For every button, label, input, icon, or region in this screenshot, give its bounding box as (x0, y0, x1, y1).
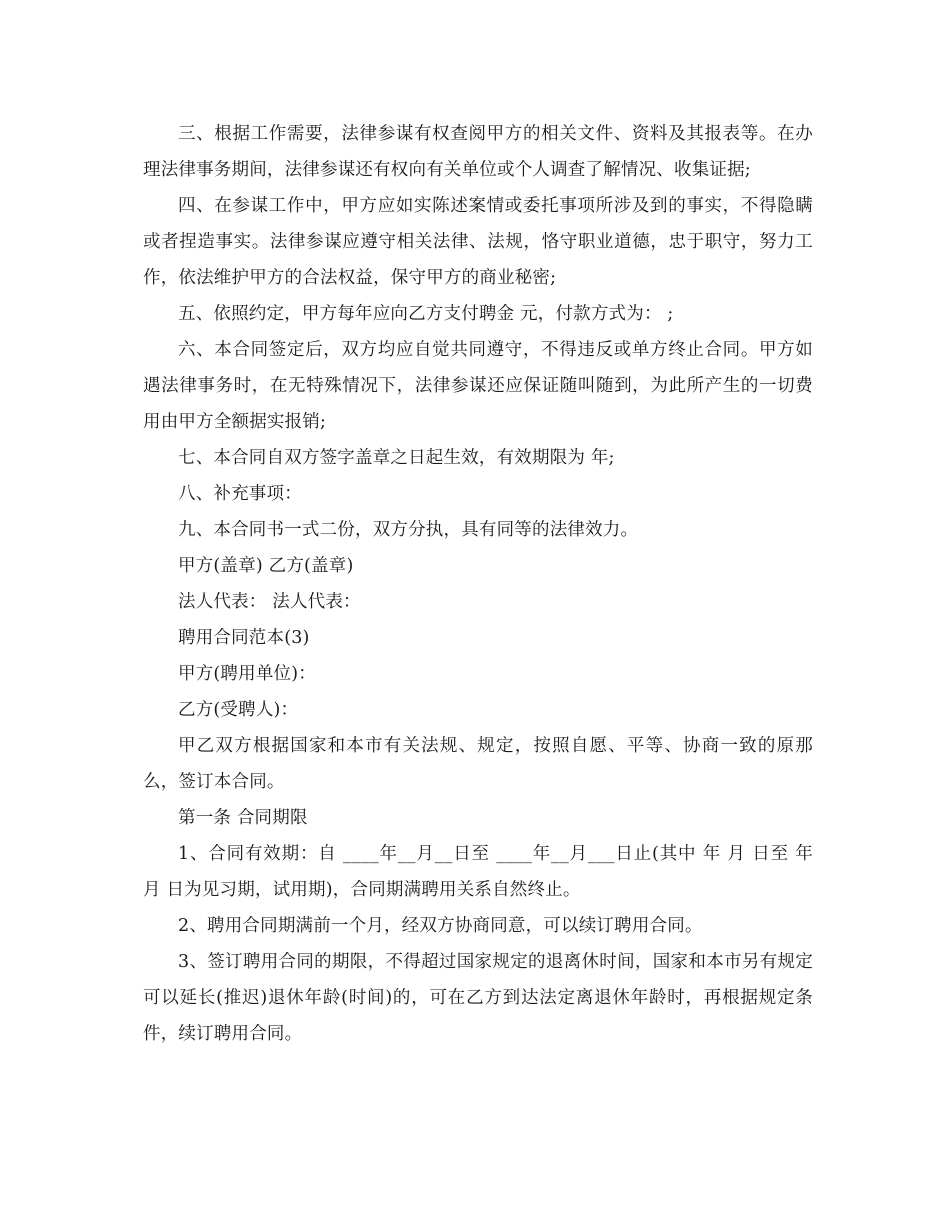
article-1-heading: 第一条 合同期限 (178, 808, 308, 828)
legal-representative-line: 法人代表： 法人代表： (178, 592, 361, 612)
paragraph-clause-6: 六、本合同签定后，双方均应自觉共同遵守，不得违反或单方终止合同。甲方如遇法律事务时，在无特殊情况下，法律参谋还应保证随叫随到，为此所产生的一切费用由甲方全额据实报销; (143, 340, 813, 432)
signature-seal-line: 甲方(盖章) 乙方(盖章) (178, 556, 354, 576)
paragraph-clause-7: 七、本合同自双方签字盖章之日起生效，有效期限为 年; (178, 448, 615, 468)
party-b-line: 乙方(受聘人)： (178, 700, 299, 720)
paragraph-clause-4: 四、在参谋工作中，甲方应如实陈述案情或委托事项所涉及到的事实，不得隐瞒或者捏造事实。法律参谋应遵守相关法律、法规，恪守职业道德，忠于职守，努力工作，依法维护甲方的合法权益，保守甲方的商业秘密; (143, 196, 813, 288)
paragraph-term-3: 3、签订聘用合同的期限，不得超过国家规定的退离休时间，国家和本市另有规定可以延长(推迟)退休年龄(时间)的，可在乙方到达法定离退休年龄时，再根据规定条件，续订聘用合同。 (143, 952, 813, 1044)
paragraph-clause-9: 九、本合同书一式二份，双方分执，具有同等的法律效力。 (178, 520, 639, 540)
paragraph-clause-3: 三、根据工作需要，法律参谋有权查阅甲方的相关文件、资料及其报表等。在办理法律事务期间，法律参谋还有权向有关单位或个人调查了解情况、收集证据; (143, 124, 813, 180)
paragraph-term-2: 2、聘用合同期满前一个月，经双方协商同意，可以续订聘用合同。 (178, 916, 703, 936)
document-body (143, 116, 813, 1052)
paragraph-clause-8: 八、补充事项： (178, 484, 302, 504)
party-a-line: 甲方(聘用单位)： (178, 664, 316, 684)
paragraph-term-1: 1、合同有效期：自 ____年__月__日至 ____年__月___日止(其中 年 月 日至 年 月 日为见习期，试用期)，合同期满聘用关系自然终止。 (143, 844, 813, 900)
paragraph-preamble: 甲乙双方根据国家和本市有关法规、规定，按照自愿、平等、协商一致的原那么，签订本合同。 (143, 736, 813, 792)
section-title-template-3: 聘用合同范本(3) (178, 628, 310, 648)
paragraph-clause-5: 五、依照约定，甲方每年应向乙方支付聘金 元，付款方式为： ; (178, 304, 674, 324)
